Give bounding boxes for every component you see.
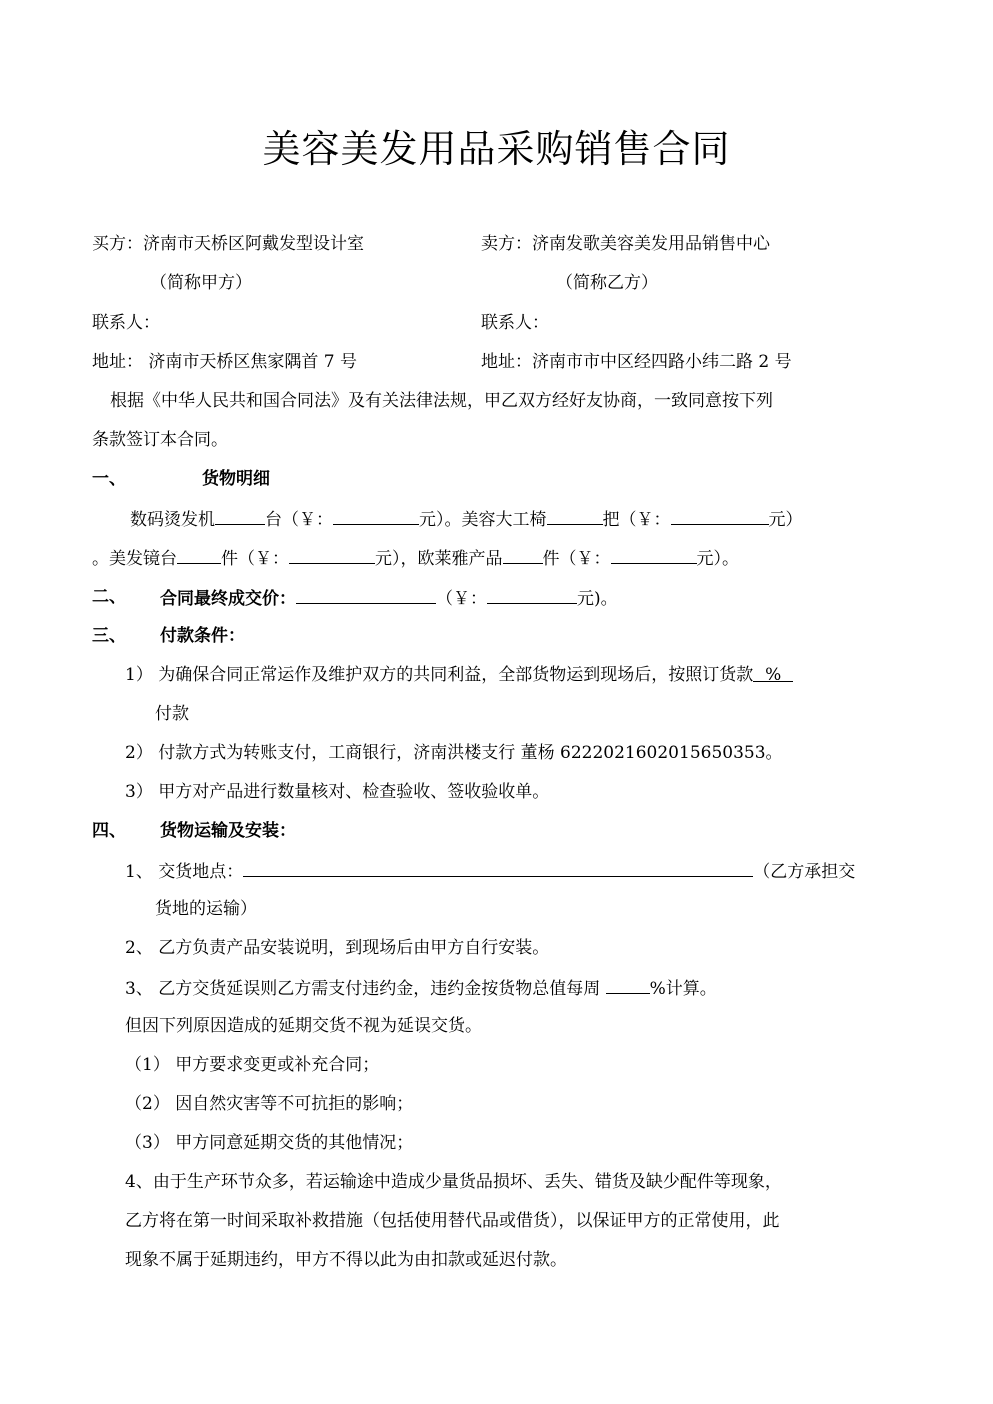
payment-item-2: 2） 付款方式为转账支付，工商银行，济南洪楼支行 董杨 6222021602015650353。 [125, 743, 783, 763]
section-2-number: 二、 [92, 587, 126, 607]
blank-final-price[interactable] [296, 585, 436, 604]
percent-sign: % [765, 665, 782, 685]
item-loreal-products: 元），欧莱雅产品 [375, 549, 503, 569]
delivery-item-1-cont: 货地的运输） [155, 899, 257, 919]
delivery-item-3-text: 3、 乙方交货延误则乙方需支付违约金，违约金按货物总值每周 [125, 979, 601, 999]
seller-short: （简称乙方） [556, 273, 658, 293]
blank-payment-percent[interactable] [753, 663, 793, 685]
delivery-item-3-cont: 但因下列原因造成的延期交货不视为延误交货。 [125, 1016, 482, 1036]
section-4-heading: 货物运输及安装： [160, 821, 296, 841]
buyer-address: 地址： 济南市天桥区焦家隅首 7 号 [92, 352, 358, 372]
blank-loreal-price[interactable] [611, 545, 697, 564]
blank-chair-qty[interactable] [547, 506, 603, 525]
blank-loreal-qty[interactable] [503, 545, 543, 564]
blank-perm-qty[interactable] [215, 506, 265, 525]
delivery-item-4-line-3: 现象不属于延期违约，甲方不得以此为由扣款或延迟付款。 [125, 1250, 567, 1270]
final-price-yuan-label: （￥： [436, 589, 487, 609]
blank-chair-price[interactable] [671, 506, 769, 525]
delivery-item-1 [125, 858, 855, 884]
unit-label: 元）。 [696, 549, 739, 569]
payment-item-1-cont: 付款 [155, 704, 189, 724]
exception-3: （3） 甲方同意延期交货的其他情况； [125, 1133, 414, 1153]
seller-contact: 联系人： [481, 313, 549, 333]
document-title: 美容美发用品采购销售合同 [262, 127, 731, 171]
section-1-heading: 货物明细 [202, 469, 270, 489]
payment-item-3: 3） 甲方对产品进行数量核对、检查验收、签收验收单。 [125, 782, 550, 802]
delivery-item-4-line-1: 4、由于生产环节众多，若运输途中造成少量货品损坏、丢失、错货及缺少配件等现象， [125, 1172, 782, 1192]
section-3-number: 三、 [92, 626, 126, 646]
blank-weekly-penalty[interactable] [606, 975, 650, 994]
delivery-location-label: 1、 交货地点： [125, 862, 244, 882]
exception-1: （1） 甲方要求变更或补充合同； [125, 1055, 380, 1075]
seller-name: 卖方：济南发歌美容美发用品销售中心 [481, 234, 770, 254]
exception-2: （2） 因自然灾害等不可抗拒的影响； [125, 1094, 414, 1114]
section-3-heading: 付款条件： [160, 626, 245, 646]
buyer-contact: 联系人： [92, 313, 160, 333]
payment-item-1 [125, 663, 793, 687]
item-beauty-chair: 元）。美容大工椅 [419, 510, 547, 530]
blank-mirror-price[interactable] [289, 545, 375, 564]
unit-label: 把（￥： [602, 510, 671, 530]
seller-address: 地址：济南市市中区经四路小纬二路 2 号 [481, 352, 792, 372]
intro-line-2: 条款签订本合同。 [92, 430, 228, 450]
delivery-item-3-tail: %计算。 [649, 979, 717, 999]
delivery-item-2: 2、 乙方负责产品安装说明，到现场后由甲方自行安装。 [125, 938, 550, 958]
blank-final-price-figure[interactable] [487, 585, 577, 604]
intro-line-1: 根据《中华人民共和国合同法》及有关法律法规，甲乙双方经好友协商，一致同意按下列 [110, 391, 773, 411]
buyer-short: （简称甲方） [150, 273, 252, 293]
section-4-number: 四、 [92, 821, 126, 841]
payment-item-1-text: 1） 为确保合同正常运作及维护双方的共同利益，全部货物运到现场后，按照订货款 [125, 665, 754, 685]
blank-perm-price[interactable] [333, 506, 419, 525]
final-price-line [160, 585, 618, 611]
goods-line-2 [92, 545, 739, 571]
delivery-item-1-tail: （乙方承担交 [753, 862, 856, 882]
buyer-name: 买方：济南市天桥区阿戴发型设计室 [92, 234, 364, 254]
item-mirror-stand: 。美发镜台 [92, 549, 177, 569]
delivery-item-3 [125, 975, 717, 1001]
unit-label: 元） [768, 510, 803, 530]
section-2-heading: 合同最终成交价： [160, 589, 296, 609]
blank-mirror-qty[interactable] [177, 545, 221, 564]
blank-delivery-location[interactable] [243, 858, 753, 877]
delivery-item-4-line-2: 乙方将在第一时间采取补救措施（包括使用替代品或借货），以保证甲方的正常使用，此 [125, 1211, 780, 1231]
unit-label: 件（￥： [542, 549, 611, 569]
final-price-end: 元)。 [577, 589, 618, 609]
unit-label: 台（￥： [265, 510, 333, 530]
unit-label: 件（￥： [221, 549, 289, 569]
section-1-number: 一、 [92, 469, 126, 489]
item-perm-machine: 数码烫发机 [130, 510, 215, 530]
goods-line-1 [130, 506, 803, 532]
